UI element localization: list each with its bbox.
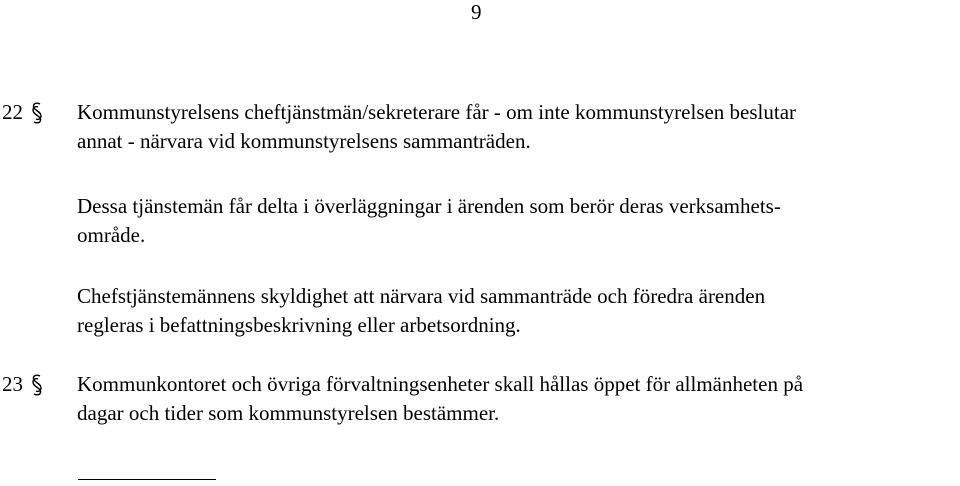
paragraph-line: område. <box>77 223 146 247</box>
section-number: 23 <box>2 372 23 396</box>
section-number: 22 <box>2 100 23 124</box>
page-number: 9 <box>471 0 482 24</box>
paragraph-line: regleras i befattningsbeskrivning eller arbetsordning. <box>77 313 521 337</box>
paragraph <box>77 370 957 428</box>
paragraph-line: Kommunstyrelsens cheftjänstmän/sekreterare får - om inte kommunstyrelsen beslutar <box>77 100 797 124</box>
paragraph <box>77 98 957 156</box>
section-sign-icon <box>30 101 44 125</box>
paragraph-line: dagar och tider som kommunstyrelsen bestämmer. <box>77 401 500 425</box>
paragraph-line: Kommunkontoret och övriga förvaltningsenheter skall hållas öppet för allmänheten på <box>77 372 804 396</box>
paragraph-line: Dessa tjänstemän får delta i överläggningar i ärenden som berör deras verksamhets- <box>77 194 781 218</box>
footnote-separator <box>78 479 216 480</box>
paragraph-line: annat - närvara vid kommunstyrelsens sammanträden. <box>77 129 531 153</box>
paragraph <box>77 282 957 340</box>
paragraph-line: Chefstjänstemännens skyldighet att närvara vid sammanträde och föredra ärenden <box>77 284 766 308</box>
paragraph <box>77 192 957 250</box>
section-sign-icon <box>30 373 44 397</box>
